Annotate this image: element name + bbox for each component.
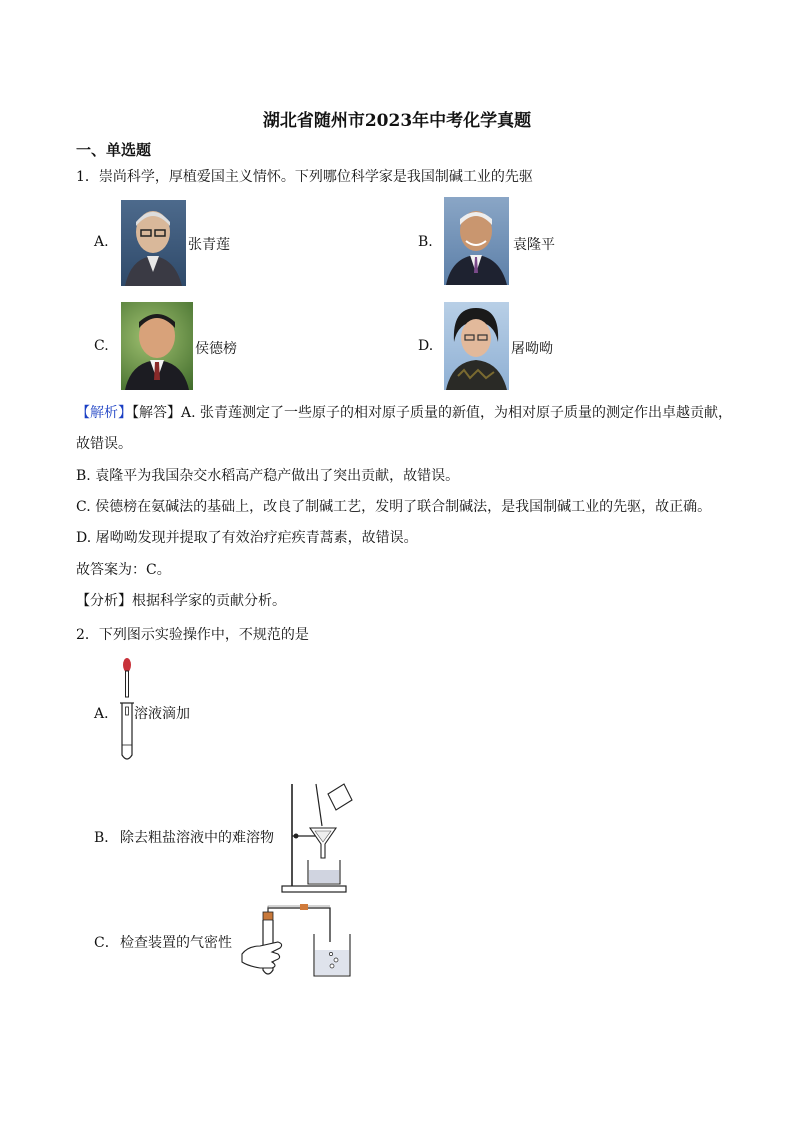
analysis-tag: 【解析】 (76, 405, 132, 421)
question-1-stem: 1．崇尚科学，厚植爱国主义情怀。下列哪位科学家是我国制碱工业的先驱 (76, 169, 533, 185)
analysis-note: 【分析】根据科学家的贡献分析。 (76, 593, 286, 609)
analysis-line-1 (76, 398, 732, 429)
portrait-zhang-qinglian-image (121, 200, 186, 286)
section-heading: 一、单选题 (76, 141, 152, 159)
option-b-letter: B. (418, 234, 433, 250)
analysis-line-2: 故错误。 (76, 436, 132, 452)
q2-option-c-letter: C． (94, 935, 119, 951)
option-d-name: 屠呦呦 (511, 341, 553, 357)
portrait-tu-youyou (444, 302, 509, 390)
portrait-hou-debang (121, 302, 193, 390)
q2-option-b-letter: B． (94, 830, 119, 846)
option-a-letter: A. (94, 234, 109, 250)
option-c-letter: C. (94, 338, 109, 354)
option-a-name: 张青莲 (188, 237, 230, 253)
answer-line: 故答案为：C。 (76, 562, 171, 578)
analysis-line-d: D. 屠呦呦发现并提取了有效治疗疟疾青蒿素，故错误。 (76, 530, 418, 546)
analysis-line-c: C. 侯德榜在氨碱法的基础上，改良了制碱工艺，发明了联合制碱法，是我国制碱工业的先驱，故正确。 (76, 499, 712, 515)
q2-option-a-text: 溶液滴加 (134, 706, 190, 722)
analysis-line-b: B. 袁隆平为我国杂交水稻高产稳产做出了突出贡献，故错误。 (76, 468, 460, 484)
q2-option-c-text: 检查装置的气密性 (120, 935, 232, 951)
portrait-zhang-qinglian (121, 200, 186, 286)
page-title: 湖北省随州市2023年中考化学真题 (262, 111, 532, 131)
q2-option-a-letter: A． (94, 706, 119, 722)
portrait-yuan-longping (444, 197, 509, 285)
airtightness-diagram (238, 896, 358, 980)
option-b-name: 袁隆平 (513, 237, 555, 253)
portrait-tu-youyou-image (444, 302, 509, 390)
option-d-letter: D. (418, 338, 434, 354)
analysis-a-text: 【解答】A. 张青莲测定了一些原子的相对原子质量的新值，为相对原子质量的测定作出卓越贡献， (132, 405, 733, 421)
filtration-diagram (278, 780, 354, 894)
q2-option-b-text: 除去粗盐溶液中的难溶物 (120, 830, 274, 846)
option-c-name: 侯德榜 (195, 341, 237, 357)
portrait-yuan-longping-image (444, 197, 509, 285)
question-2-stem: 2．下列图示实验操作中，不规范的是 (76, 627, 309, 643)
portrait-hou-debang-image (121, 302, 193, 390)
